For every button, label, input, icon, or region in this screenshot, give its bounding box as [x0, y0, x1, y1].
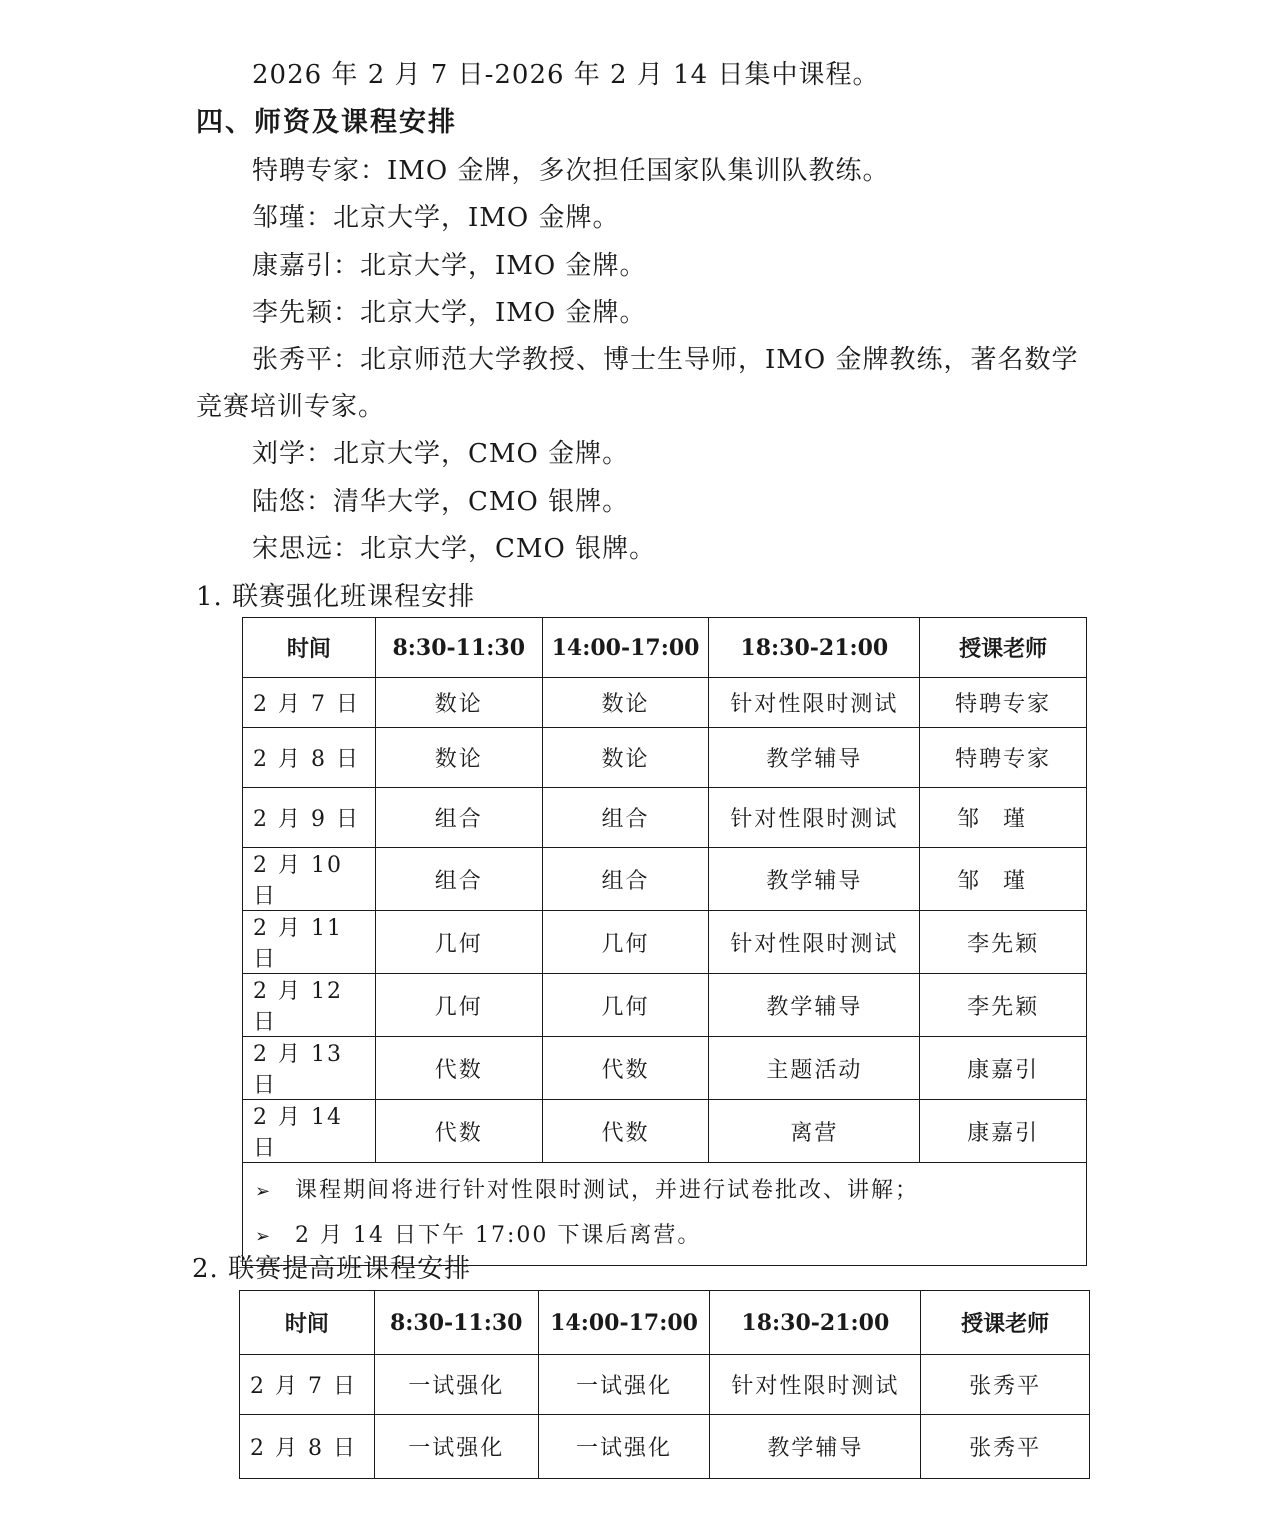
course-cell: 组合	[375, 788, 542, 848]
header-cell: 8:30-11:30	[375, 618, 542, 678]
date-cell: 2 月 9 日	[243, 788, 376, 848]
arrow-bullet-icon: ➢	[255, 1181, 273, 1202]
teacher-line-continuation: 竞赛培训专家。	[196, 392, 386, 422]
teacher-line: 康嘉引：北京大学，IMO 金牌。	[252, 251, 647, 281]
evening-cell: 针对性限时测试	[710, 1355, 921, 1415]
course-cell: 一试强化	[374, 1415, 538, 1479]
course-cell: 组合	[375, 848, 542, 911]
teacher-cell: 李先颖	[920, 911, 1087, 974]
course-cell: 几何	[542, 911, 709, 974]
teacher-line: 陆悠：清华大学，CMO 银牌。	[252, 487, 630, 517]
intro-line: 2026 年 2 月 7 日-2026 年 2 月 14 日集中课程。	[252, 60, 880, 90]
header-cell: 18:30-21:00	[709, 618, 920, 678]
teacher-cell: 康嘉引	[920, 1037, 1087, 1100]
table-row	[243, 1100, 1087, 1163]
teacher-cell: 特聘专家	[920, 728, 1087, 788]
table-row	[243, 911, 1087, 974]
evening-cell: 离营	[709, 1100, 920, 1163]
course-cell: 几何	[542, 974, 709, 1037]
teacher-cell: 康嘉引	[920, 1100, 1087, 1163]
course-cell: 一试强化	[538, 1355, 710, 1415]
header-cell: 14:00-17:00	[542, 618, 709, 678]
teacher-cell: 特聘专家	[920, 678, 1087, 728]
header-cell: 14:00-17:00	[538, 1291, 710, 1355]
table-row	[240, 1415, 1090, 1479]
table-row	[243, 974, 1087, 1037]
teacher-line: 邹瑾：北京大学，IMO 金牌。	[252, 203, 620, 233]
header-cell: 授课老师	[920, 618, 1087, 678]
teacher-line: 特聘专家：IMO 金牌，多次担任国家队集训队教练。	[252, 156, 890, 186]
teacher-line: 李先颖：北京大学，IMO 金牌。	[252, 298, 647, 328]
evening-cell: 教学辅导	[709, 848, 920, 911]
evening-cell: 教学辅导	[709, 974, 920, 1037]
table-header-row	[240, 1291, 1090, 1355]
date-cell: 2 月 10 日	[243, 848, 376, 911]
course-cell: 组合	[542, 788, 709, 848]
teacher-line: 宋思远：北京大学，CMO 银牌。	[252, 534, 657, 564]
evening-cell: 针对性限时测试	[709, 678, 920, 728]
course-cell: 几何	[375, 911, 542, 974]
date-cell: 2 月 7 日	[240, 1355, 375, 1415]
date-cell: 2 月 8 日	[243, 728, 376, 788]
course-cell: 数论	[542, 728, 709, 788]
schedule-table-2	[239, 1290, 1090, 1479]
header-cell: 8:30-11:30	[374, 1291, 538, 1355]
arrow-bullet-icon: ➢	[255, 1226, 273, 1247]
teacher-cell: 张秀平	[921, 1355, 1090, 1415]
course-cell: 代数	[375, 1100, 542, 1163]
teacher-cell: 邹瑾	[920, 848, 1087, 911]
evening-cell: 针对性限时测试	[709, 788, 920, 848]
header-cell: 18:30-21:00	[710, 1291, 921, 1355]
evening-cell: 教学辅导	[710, 1415, 921, 1479]
table-header-row	[243, 618, 1087, 678]
table2-title: 2. 联赛提高班课程安排	[192, 1254, 472, 1284]
course-cell: 几何	[375, 974, 542, 1037]
table-row	[243, 728, 1087, 788]
table-row	[243, 678, 1087, 728]
date-cell: 2 月 8 日	[240, 1415, 375, 1479]
date-cell: 2 月 14 日	[243, 1100, 376, 1163]
date-cell: 2 月 11 日	[243, 911, 376, 974]
note-text: 2 月 14 日下午 17:00 下课后离营。	[295, 1223, 702, 1248]
schedule-table-1	[242, 617, 1087, 1266]
course-cell: 数论	[375, 678, 542, 728]
teacher-line: 刘学：北京大学，CMO 金牌。	[252, 439, 630, 469]
course-cell: 组合	[542, 848, 709, 911]
note-text: 课程期间将进行针对性限时测试，并进行试卷批改、讲解；	[295, 1178, 920, 1203]
notes-cell	[243, 1163, 1087, 1266]
course-cell: 代数	[375, 1037, 542, 1100]
course-cell: 代数	[542, 1100, 709, 1163]
header-cell: 授课老师	[921, 1291, 1090, 1355]
course-cell: 数论	[542, 678, 709, 728]
table-notes-row	[243, 1163, 1087, 1266]
course-cell: 代数	[542, 1037, 709, 1100]
teacher-cell: 邹瑾	[920, 788, 1087, 848]
date-cell: 2 月 12 日	[243, 974, 376, 1037]
table-row	[240, 1355, 1090, 1415]
table-row	[243, 788, 1087, 848]
course-cell: 一试强化	[538, 1415, 710, 1479]
evening-cell: 教学辅导	[709, 728, 920, 788]
teacher-line: 张秀平：北京师范大学教授、博士生导师，IMO 金牌教练，著名数学	[252, 345, 1079, 375]
teacher-cell: 张秀平	[921, 1415, 1090, 1479]
teacher-cell: 李先颖	[920, 974, 1087, 1037]
table-row	[243, 848, 1087, 911]
date-cell: 2 月 7 日	[243, 678, 376, 728]
section-heading: 四、师资及课程安排	[196, 107, 457, 138]
table1-title: 1. 联赛强化班课程安排	[196, 582, 476, 612]
note-item	[255, 1169, 1074, 1214]
date-cell: 2 月 13 日	[243, 1037, 376, 1100]
table-row	[243, 1037, 1087, 1100]
header-cell: 时间	[243, 618, 376, 678]
evening-cell: 针对性限时测试	[709, 911, 920, 974]
evening-cell: 主题活动	[709, 1037, 920, 1100]
course-cell: 数论	[375, 728, 542, 788]
header-cell: 时间	[240, 1291, 375, 1355]
course-cell: 一试强化	[374, 1355, 538, 1415]
